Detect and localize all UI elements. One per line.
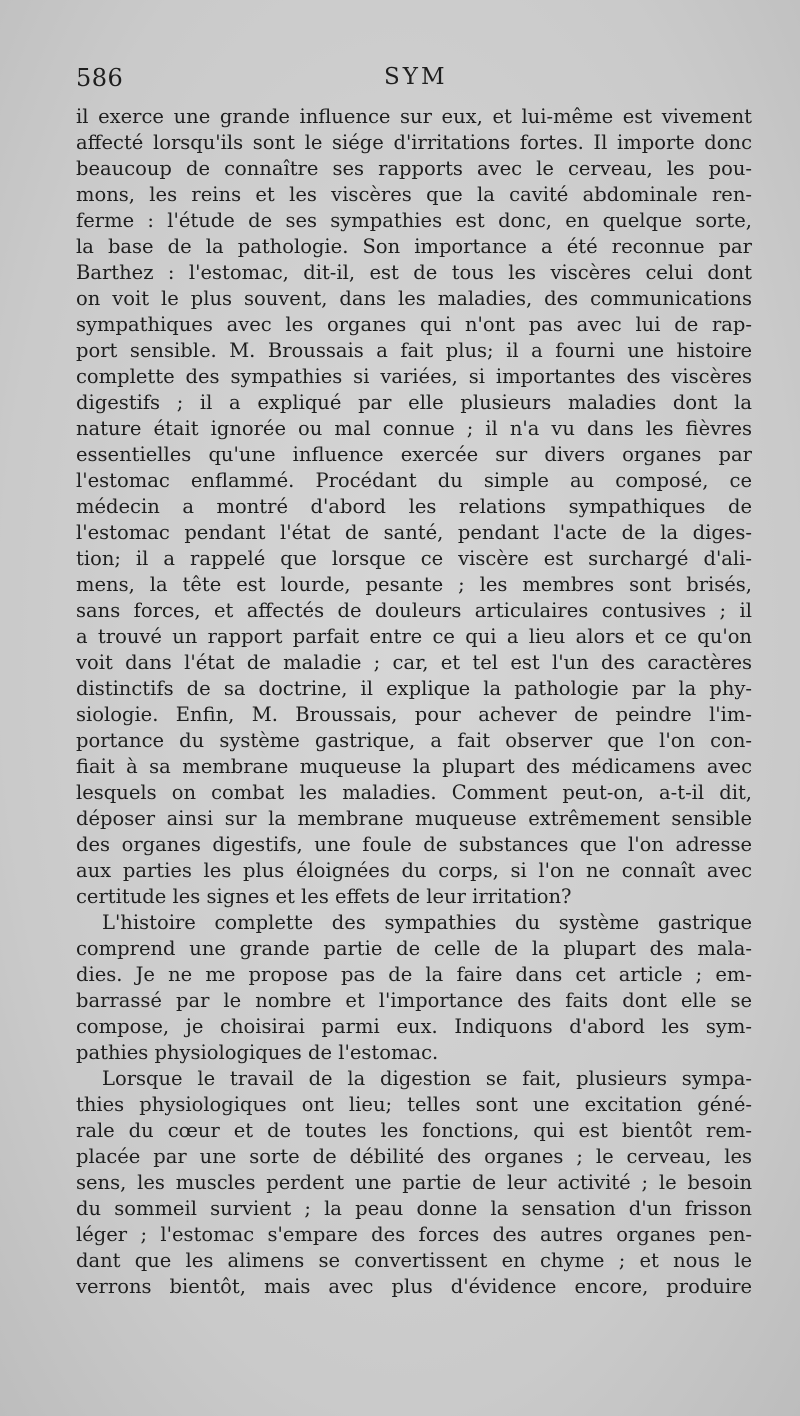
text-line: verrons bientôt, mais avec plus d'évidence encore, produire bbox=[76, 1275, 752, 1298]
text-line: on voit le plus souvent, dans les maladies, des communications bbox=[76, 287, 752, 310]
text-line: l'estomac enflammé. Procédant du simple au composé, ce bbox=[76, 469, 752, 492]
text-line: rale du cœur et de toutes les fonctions, qui est bientôt rem- bbox=[76, 1119, 752, 1142]
text-line: sympathiques avec les organes qui n'ont pas avec lui de rap- bbox=[76, 313, 752, 336]
body-text bbox=[76, 104, 752, 1300]
page-number: 586 bbox=[76, 64, 124, 92]
text-line: nature était ignorée ou mal connue ; il n'a vu dans les fièvres bbox=[76, 417, 752, 440]
text-line: placée par une sorte de débilité des organes ; le cerveau, les bbox=[76, 1145, 752, 1168]
text-line: voit dans l'état de maladie ; car, et tel est l'un des caractères bbox=[76, 651, 752, 674]
text-line: fiait à sa membrane muqueuse la plupart des médicamens avec bbox=[76, 755, 752, 778]
text-line: dies. Je ne me propose pas de la faire dans cet article ; em- bbox=[76, 963, 752, 986]
text-line: compose, je choisirai parmi eux. Indiquons d'abord les sym- bbox=[76, 1015, 752, 1038]
text-line: thies physiologiques ont lieu; telles sont une excitation géné- bbox=[76, 1093, 752, 1116]
text-line: sens, les muscles perdent une partie de leur activité ; le besoin bbox=[76, 1171, 752, 1194]
text-line: a trouvé un rapport parfait entre ce qui a lieu alors et ce qu'on bbox=[76, 625, 752, 648]
text-line: affecté lorsqu'ils sont le siége d'irritations fortes. Il importe donc bbox=[76, 131, 752, 154]
text-line: complette des sympathies si variées, si importantes des viscères bbox=[76, 365, 752, 388]
text-line: comprend une grande partie de celle de la plupart des mala- bbox=[76, 937, 752, 960]
text-line: digestifs ; il a expliqué par elle plusieurs maladies dont la bbox=[76, 391, 752, 414]
text-line: port sensible. M. Broussais a fait plus; il a fourni une histoire bbox=[76, 339, 752, 362]
text-line: la base de la pathologie. Son importance a été reconnue par bbox=[76, 235, 752, 258]
text-line: L'histoire complette des sympathies du système gastrique bbox=[102, 911, 752, 934]
text-line: mons, les reins et les viscères que la cavité abdominale ren- bbox=[76, 183, 752, 206]
text-line: siologie. Enfin, M. Broussais, pour achever de peindre l'im- bbox=[76, 703, 752, 726]
text-line: lesquels on combat les maladies. Comment peut-on, a-t-il dit, bbox=[76, 781, 752, 804]
text-line: portance du système gastrique, a fait observer que l'on con- bbox=[76, 729, 752, 752]
text-line: tion; il a rappelé que lorsque ce viscère est surchargé d'ali- bbox=[76, 547, 752, 570]
text-line: dant que les alimens se convertissent en chyme ; et nous le bbox=[76, 1249, 752, 1272]
text-line: léger ; l'estomac s'empare des forces des autres organes pen- bbox=[76, 1223, 752, 1246]
text-line: beaucoup de connaître ses rapports avec le cerveau, les pou- bbox=[76, 157, 752, 180]
text-line: pathies physiologiques de l'estomac. bbox=[76, 1041, 439, 1064]
page-header bbox=[76, 64, 756, 100]
text-line: du sommeil survient ; la peau donne la sensation d'un frisson bbox=[76, 1197, 752, 1220]
text-line: sans forces, et affectés de douleurs articulaires contusives ; il bbox=[76, 599, 752, 622]
text-line: distinctifs de sa doctrine, il explique la pathologie par la phy- bbox=[76, 677, 752, 700]
text-line: des organes digestifs, une foule de substances que l'on adresse bbox=[76, 833, 752, 856]
text-line: certitude les signes et les effets de leur irritation? bbox=[76, 885, 572, 908]
text-line: il exerce une grande influence sur eux, et lui-même est vivement bbox=[76, 105, 752, 128]
text-line: Barthez : l'estomac, dit-il, est de tous les viscères celui dont bbox=[76, 261, 752, 284]
text-line: essentielles qu'une influence exercée sur divers organes par bbox=[76, 443, 752, 466]
text-line: aux parties les plus éloignées du corps, si l'on ne connaît avec bbox=[76, 859, 752, 882]
text-line: déposer ainsi sur la membrane muqueuse extrêmement sensible bbox=[76, 807, 752, 830]
text-line: barrassé par le nombre et l'importance des faits dont elle se bbox=[76, 989, 752, 1012]
running-head: SYM bbox=[384, 64, 448, 90]
text-line: médecin a montré d'abord les relations sympathiques de bbox=[76, 495, 752, 518]
text-line: l'estomac pendant l'état de santé, pendant l'acte de la diges- bbox=[76, 521, 752, 544]
text-line: ferme : l'étude de ses sympathies est donc, en quelque sorte, bbox=[76, 209, 752, 232]
text-line: mens, la tête est lourde, pesante ; les membres sont brisés, bbox=[76, 573, 752, 596]
text-line: Lorsque le travail de la digestion se fait, plusieurs sympa- bbox=[102, 1067, 752, 1090]
